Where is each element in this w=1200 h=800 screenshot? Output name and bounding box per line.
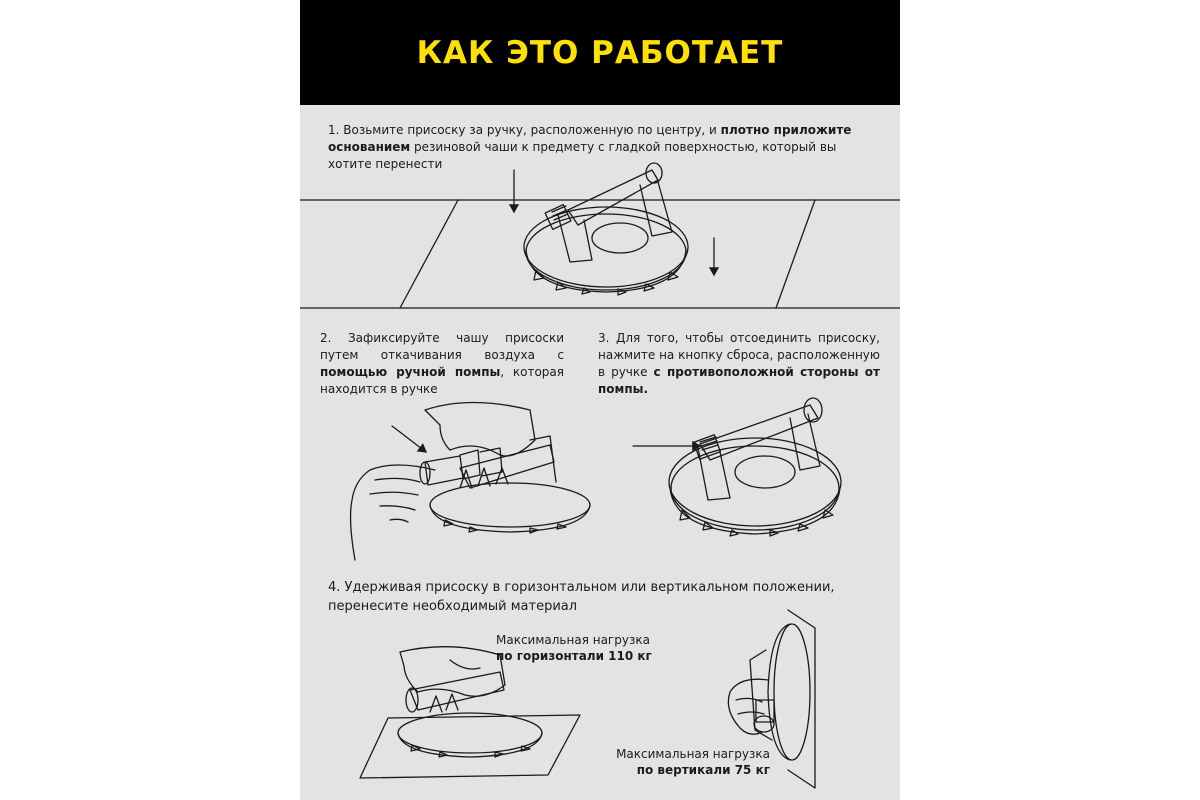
suction-cup-illustration	[398, 672, 542, 757]
arrow-right-icon	[392, 426, 426, 452]
horizontal-load-label: Максимальная нагрузка по горизонтали 110 кг	[496, 633, 652, 663]
step-4-text: 4. Удерживая присоску в горизонтальном или вертикальном положении, перенесите необходимый материал	[328, 580, 835, 614]
step-4-number: 4.	[328, 580, 341, 595]
step-2-number: 2.	[320, 331, 332, 345]
suction-cup-illustration	[750, 624, 810, 760]
instruction-poster	[300, 0, 900, 800]
page-title: КАК ЭТО РАБОТАЕТ	[416, 34, 784, 71]
step-3-number: 3.	[598, 331, 610, 345]
suction-cup-illustration	[669, 398, 841, 536]
vertical-load-label: Максимальная нагрузка по вертикали 75 кг	[616, 747, 770, 777]
surface-plane	[360, 715, 580, 778]
suction-cup-illustration	[524, 163, 688, 295]
step-1-number: 1.	[328, 123, 340, 137]
step-3-text: 3. Для того, чтобы отсоединить присоску, нажмите на кнопку сброса, расположенную в ручке с противоположной стороны от помпы.	[598, 331, 880, 396]
step-1-text: 1. Возьмите присоску за ручку, расположенную по центру, и плотно приложите основанием резиновой чаши к предмету с гладкой поверхностью, который вы хотите перенести	[328, 123, 852, 171]
illustrations	[300, 0, 900, 800]
hand-illustration	[728, 679, 768, 734]
step-2-text: 2. Зафиксируйте чашу присоски путем откачивания воздуха с помощью ручной помпы, которая находится в ручке	[320, 331, 565, 396]
wall-plane	[788, 610, 815, 788]
suction-cup-illustration	[420, 436, 590, 533]
